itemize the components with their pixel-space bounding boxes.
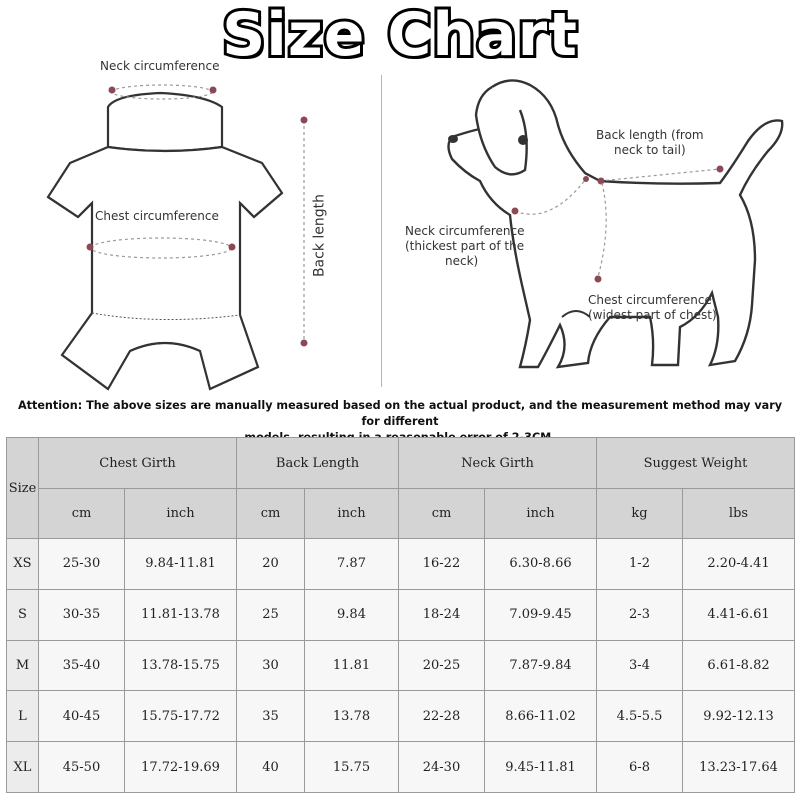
table-cell: 30-35 <box>39 589 125 640</box>
size-label: S <box>7 589 39 640</box>
table-cell: 8.66-11.02 <box>485 691 597 742</box>
size-label: L <box>7 691 39 742</box>
table-cell: 6.30-8.66 <box>485 539 597 590</box>
table-row <box>7 640 795 691</box>
table-cell: 35-40 <box>39 640 125 691</box>
attention-line1: Attention: The above sizes are manually measured based on the actual product, and the measurement method may vary for different <box>17 399 783 428</box>
dog-back-label <box>596 128 704 158</box>
table-cell: 2.20-4.41 <box>683 539 795 590</box>
unit-header: cm <box>237 489 305 539</box>
table-cell: 7.87-9.84 <box>485 640 597 691</box>
dog-neck-label-line1: Neck circumference <box>405 224 525 238</box>
dog-neck-marker <box>512 208 519 215</box>
table-row <box>7 589 795 640</box>
table-cell: 30 <box>237 640 305 691</box>
table-cell: 9.92-12.13 <box>683 691 795 742</box>
table-cell: 7.09-9.45 <box>485 589 597 640</box>
unit-header: cm <box>39 489 125 539</box>
garment-collar <box>108 93 222 151</box>
table-cell: 17.72-19.69 <box>125 742 237 793</box>
table-cell: 16-22 <box>399 539 485 590</box>
table-cell: 9.45-11.81 <box>485 742 597 793</box>
table-cell: 9.84-11.81 <box>125 539 237 590</box>
table-cell: 15.75 <box>305 742 399 793</box>
garment-back-length-label: Back length <box>311 193 328 278</box>
table-cell: 18-24 <box>399 589 485 640</box>
garment-neck-label: Neck circumference <box>100 59 220 73</box>
dog-neck-label-line3: neck) <box>445 254 479 268</box>
table-cell: 25-30 <box>39 539 125 590</box>
size-label: XL <box>7 742 39 793</box>
dog-neck-label <box>405 224 524 269</box>
table-cell: 4.41-6.61 <box>683 589 795 640</box>
chest-marker-right <box>229 244 236 251</box>
table-cell: 6.61-8.82 <box>683 640 795 691</box>
size-label: XS <box>7 539 39 590</box>
table-row <box>7 539 795 590</box>
table-cell: 4.5-5.5 <box>597 691 683 742</box>
page-title: Size Chart <box>222 0 578 70</box>
garment-body <box>48 147 282 389</box>
group-header-neck: Neck Girth <box>399 438 597 489</box>
table-cell: 22-28 <box>399 691 485 742</box>
dog-back-marker-start <box>598 178 605 185</box>
table-cell: 40 <box>237 742 305 793</box>
table-cell: 6-8 <box>597 742 683 793</box>
table-cell: 24-30 <box>399 742 485 793</box>
dog-back-label-line2: neck to tail) <box>614 143 686 157</box>
dog-chest-label-line1: Chest circumference <box>588 293 712 307</box>
unit-header: inch <box>305 489 399 539</box>
neck-marker-left <box>109 87 116 94</box>
neck-marker-right <box>210 87 217 94</box>
table-cell: 11.81-13.78 <box>125 589 237 640</box>
table-cell: 20 <box>237 539 305 590</box>
back-marker-top <box>301 117 308 124</box>
unit-header: cm <box>399 489 485 539</box>
size-label: M <box>7 640 39 691</box>
table-cell: 1-2 <box>597 539 683 590</box>
table-cell: 40-45 <box>39 691 125 742</box>
unit-header: lbs <box>683 489 795 539</box>
table-cell: 13.78-15.75 <box>125 640 237 691</box>
table-cell: 7.87 <box>305 539 399 590</box>
dog-back-label-line1: Back length (from <box>596 128 704 142</box>
unit-header: kg <box>597 489 683 539</box>
table-cell: 35 <box>237 691 305 742</box>
group-header-weight: Suggest Weight <box>597 438 795 489</box>
dog-neck-label-line2: (thickest part of the <box>405 239 525 253</box>
table-cell: 25 <box>237 589 305 640</box>
table-row <box>7 691 795 742</box>
dog-chest-label <box>588 293 717 323</box>
table-cell: 13.23-17.64 <box>683 742 795 793</box>
table-cell: 15.75-17.72 <box>125 691 237 742</box>
table-cell: 13.78 <box>305 691 399 742</box>
size-header: Size <box>7 438 39 539</box>
table-cell: 45-50 <box>39 742 125 793</box>
table-row <box>7 742 795 793</box>
dog-back-marker-end <box>717 166 724 173</box>
table-cell: 3-4 <box>597 640 683 691</box>
garment-chest-label: Chest circumference <box>95 209 219 223</box>
dog-chest-marker <box>595 276 602 283</box>
group-header-back: Back Length <box>237 438 399 489</box>
dog-back-measure-line <box>600 169 720 181</box>
chest-marker-left <box>87 244 94 251</box>
unit-header: inch <box>485 489 597 539</box>
table-cell: 11.81 <box>305 640 399 691</box>
dog-chest-label-line2: (widest part of chest) <box>588 308 717 322</box>
group-header-chest: Chest Girth <box>39 438 237 489</box>
table-cell: 2-3 <box>597 589 683 640</box>
size-table <box>6 437 795 793</box>
table-cell: 9.84 <box>305 589 399 640</box>
table-cell: 20-25 <box>399 640 485 691</box>
unit-header: inch <box>125 489 237 539</box>
back-marker-bottom <box>301 340 308 347</box>
